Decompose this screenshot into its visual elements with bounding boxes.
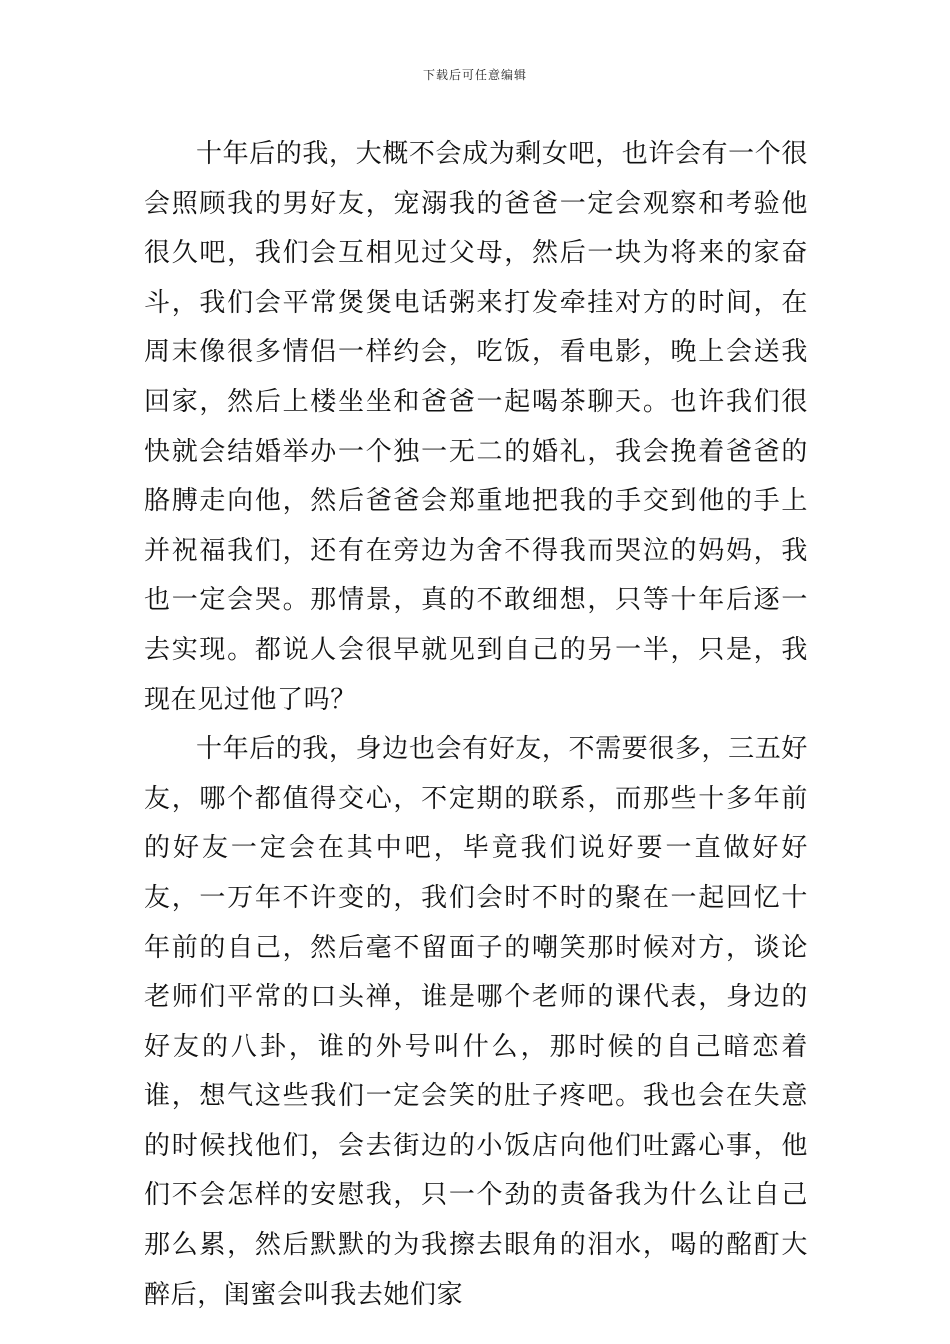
paragraph-2: 十年后的我，身边也会有好友，不需要很多，三五好友，哪个都值得交心，不定期的联系，而那些十多年前的好友一定会在其中吧，毕竟我们说好要一直做好好友，一万年不许变的，我们会时不时的聚在一起回忆十年前的自己，然后毫不留面子的嘲笑那时候对方，谈论老师们平常的口头禅，谁是哪个老师的课代表，身边的好友的八卦，谁的外号叫什么，那时候的自己暗恋着谁，想气这些我们一定会笑的肚子疼吧。我也会在失意的时候找他们，会去街边的小饭店向他们吐露心事，他们不会怎样的安慰我，只一个劲的责备我为什么让自己那么累，然后默默的为我擦去眼角的泪水，喝的酩酊大醉后，闺蜜会叫我去她们家 — [144, 734, 808, 1310]
paragraph-1: 十年后的我，大概不会成为剩女吧，也许会有一个很会照顾我的男好友，宠溺我的爸爸一定会观察和考验他很久吧，我们会互相见过父母，然后一块为将来的家奋斗，我们会平常煲煲电话粥来打发牵挂对方的时间，在周末像很多情侣一样约会，吃饭，看电影，晚上会送我回家，然后上楼坐坐和爸爸一起喝茶聊天。也许我们很快就会结婚举办一个独一无二的婚礼，我会挽着爸爸的胳膊走向他，然后爸爸会郑重地把我的手交到他的手上并祝福我们，还有在旁边为舍不得我而哭泣的妈妈，我也一定会哭。那情景，真的不敢细想，只等十年后逐一去实现。都说人会很早就见到自己的另一半，只是，我现在见过他了吗？ — [144, 139, 808, 715]
document-body — [144, 130, 808, 1320]
header-note: 下载后可任意编辑 — [422, 68, 527, 82]
